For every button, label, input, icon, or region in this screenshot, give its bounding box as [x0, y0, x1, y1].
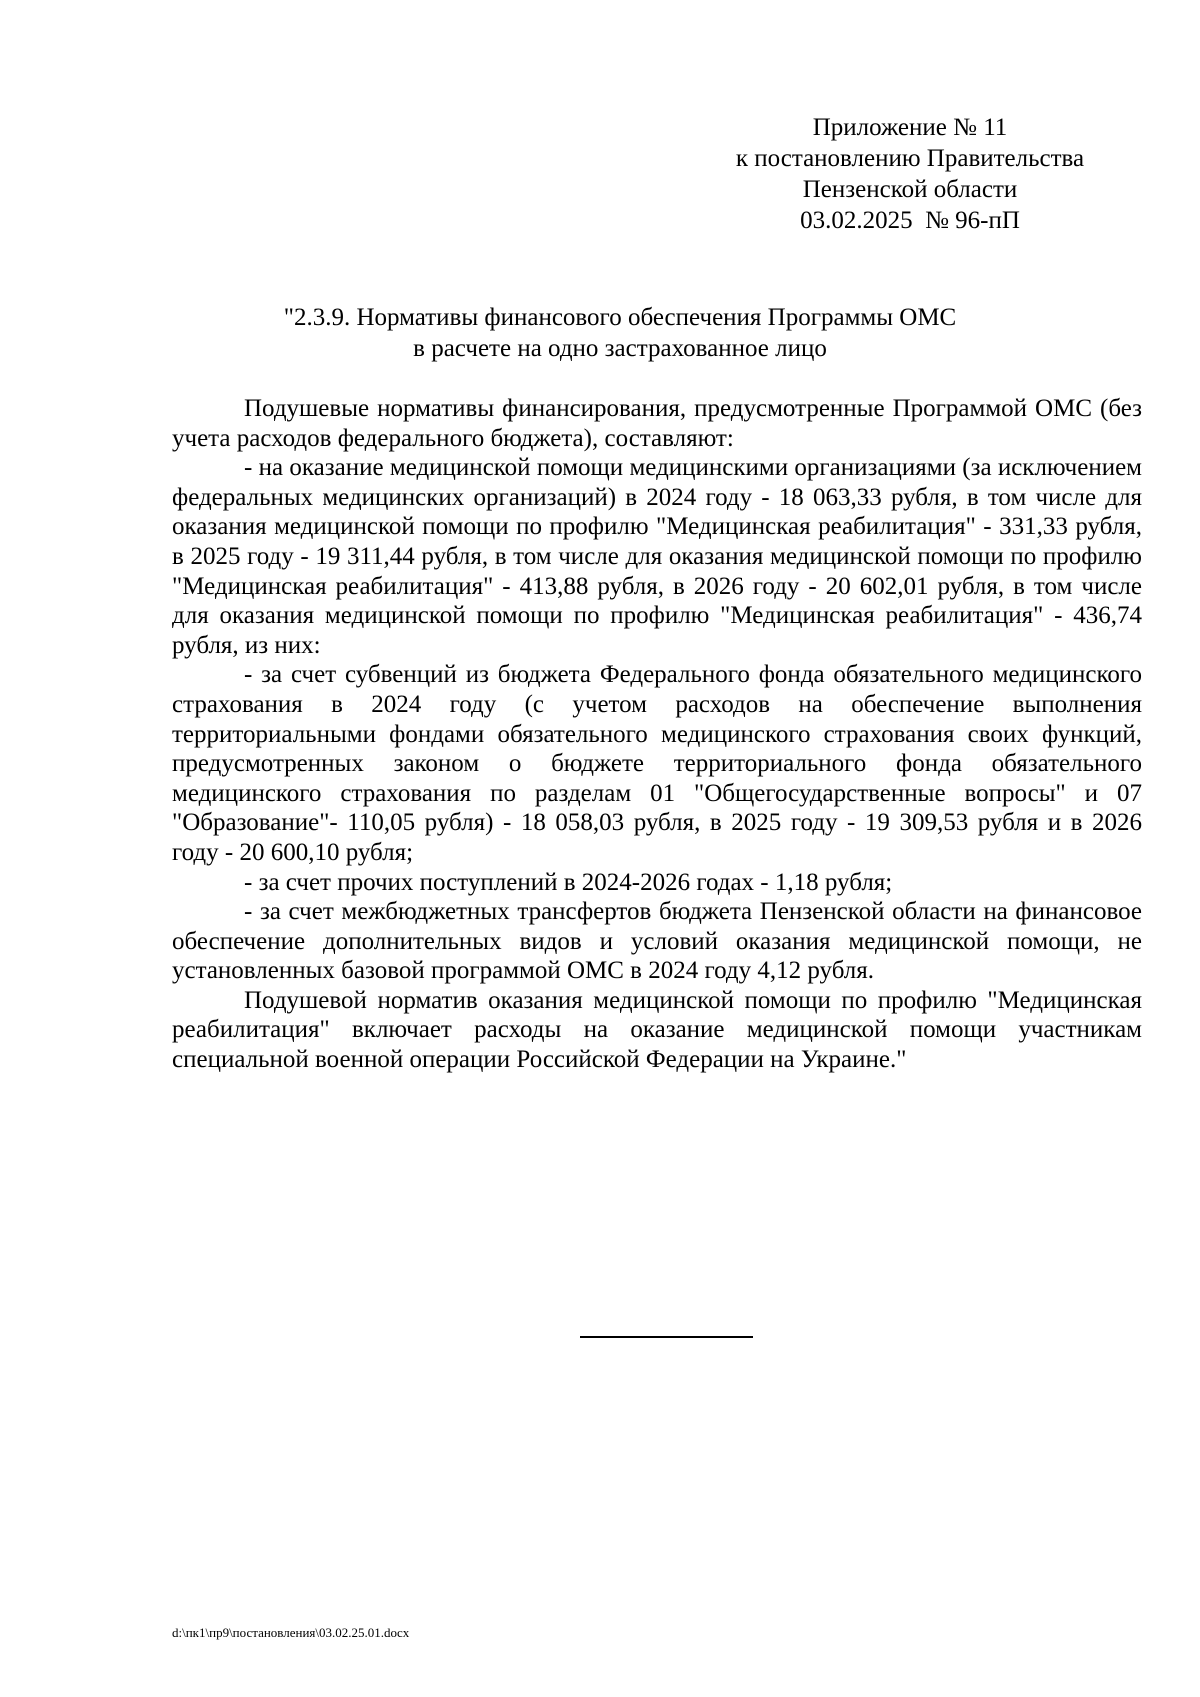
separator-line — [580, 1336, 753, 1338]
body-text — [172, 394, 1142, 1075]
heading-line-2: в расчете на одно застрахованное лицо — [413, 335, 827, 362]
paragraph-intro: Подушевые нормативы финансирования, предусмотренные Программой ОМС (без учета расходов федерального бюджета), составляют: — [172, 395, 1142, 452]
paragraph-subventions: - за счет субвенций из бюджета Федерального фонда обязательного медицинского страхования в 2024 году (с учетом расходов на обеспечение выполнения территориальными фондами обязательного медицинского страхования своих функций, предусмотренных законом о бюджете территориального фонда обязательного медицинского страхования по разделам 01 "Общегосударственные вопросы" и 07 "Образование"- 110,05 рубля) - 18 058,03 рубля, в 2025 году - 19 309,53 рубля и в 2026 году - 20 600,10 рубля; — [172, 661, 1142, 866]
paragraph-rehabilitation: Подушевой норматив оказания медицинской помощи по профилю "Медицинская реабилитация" включает расходы на оказание медицинской помощи участникам специальной военной операции Российской Федерации на Украине." — [172, 986, 1142, 1074]
paragraph-other-income: - за счет прочих поступлений в 2024-2026 годах - 1,18 рубля; — [244, 868, 893, 896]
section-heading — [170, 302, 1070, 364]
paragraph-medical-organizations: - на оказание медицинской помощи медицинскими организациями (за исключением федеральных медицинских организаций) в 2024 году - 18 063,33 рубля, в том числе для оказания медицинской помощи по профилю "Медицинская реабилитация" - 331,33 рубля, в 2025 году - 19 311,44 рубля, в том числе для оказания медицинской помощи по профилю "Медицинская реабилитация" - 413,88 рубля, в 2026 году - 20 602,01 рубля, в том числе для оказания медицинской помощи по профилю "Медицинская реабилитация" - 436,74 рубля, из них: — [172, 454, 1142, 659]
footer-file-path: d:\пк1\пр9\постановления\03.02.25.01.docx — [172, 1625, 410, 1640]
heading-line-1: "2.3.9. Нормативы финансового обеспечения Программы ОМС — [283, 304, 957, 331]
appendix-number: Приложение № 11 — [812, 114, 1008, 141]
appendix-block — [700, 112, 1120, 236]
appendix-reference: к постановлению Правительства — [735, 145, 1085, 172]
appendix-region: Пензенской области — [802, 176, 1018, 203]
paragraph-interbudget-transfers: - за счет межбюджетных трансфертов бюджета Пензенской области на финансовое обеспечение дополнительных видов и условий оказания медицинской помощи, не установленных базовой программой ОМС в 2024 году 4,12 рубля. — [172, 898, 1142, 985]
appendix-date-number: 03.02.2025 № 96-пП — [800, 207, 1020, 234]
